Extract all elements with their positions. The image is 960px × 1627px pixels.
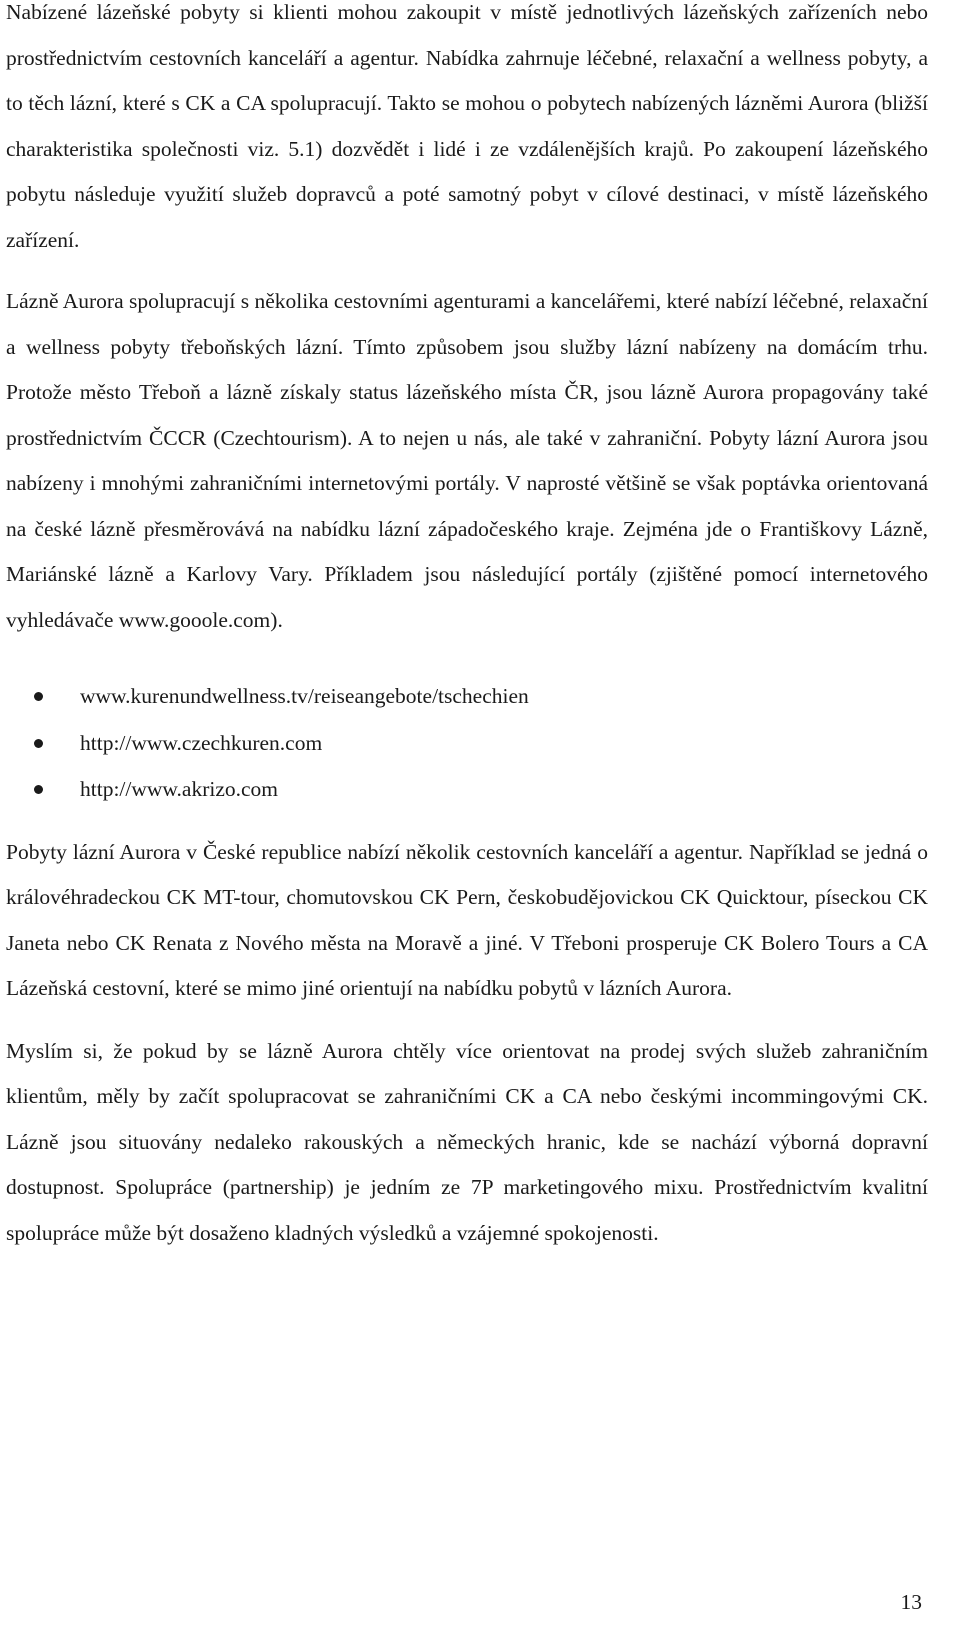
portal-link[interactable]: www.kurenundwellness.tv/reiseangebote/tschechien [80,684,529,708]
portal-link[interactable]: http://www.czechkuren.com [80,730,323,755]
bullet-icon [34,692,43,701]
paragraph-spa-sales: Nabízené lázeňské pobyty si klienti mohou zakoupit v místě jednotlivých lázeňských zařízeních nebo prostřednictvím cestovních kanceláří a agentur. Nabídka zahrnuje léčebné, relaxační a wellness pobyty, a to těch lázní, které s CK a CA spolupracují. Takto se mohou o pobytech nabízených lázněmi Aurora (bližší charakteristika společnosti viz. 5.1) dozvědět i lidé i ze vzdálenějších krajů. Po zakoupení lázeňského pobytu následuje využití služeb dopravců a poté samotný pobyt v cílové destinaci, v místě lázeňského zařízení. [6,0,928,252]
list-item [6,720,928,767]
page-number: 13 [900,1590,922,1614]
bullet-icon [34,785,43,794]
bullet-icon [34,739,43,748]
paragraph-agency-cooperation: Lázně Aurora spolupracují s několika cestovními agenturami a kancelářemi, které nabízí léčebné, relaxační a wellness pobyty třeboňských lázní. Tímto způsobem jsou služby lázní nabízeny na domácím trhu. Protože město Třeboň a lázně získaly status lázeňského místa ČR, jsou lázně Aurora propagovány také prostřednictvím ČCCR (Czechtourism). A to nejen u nás, ale také v zahraniční. Pobyty lázní Aurora jsou nabízeny i mnohými zahraničními internetovými portály. V naprosté většině se však poptávka orientovaná na české lázně přesměrovává na nabídku lázní západočeského kraje. Zejména jde o Františkovy Lázně, Mariánské lázně a Karlovy Vary. Příkladem jsou následující portály (zjištěné pomocí internetového vyhledávače www.gooole.com). [6,289,928,632]
paragraph-recommendation: Myslím si, že pokud by se lázně Aurora chtěly více orientovat na prodej svých služeb zahraničním klientům, měly by začít spolupracovat se zahraničními CK a CA nebo českými incommingovými CK. Lázně jsou situovány nedaleko rakouských a německých hranic, kde se nachází výborná dopravní dostupnost. Spolupráce (partnership) je jedním ze 7P marketingového mixu. Prostřednictvím kvalitní spolupráce může být dosaženo kladných výsledků a vzájemné spokojenosti. [6,1038,928,1245]
portal-list [6,673,928,813]
list-item [6,766,928,813]
paragraph-domestic-agencies: Pobyty lázní Aurora v České republice nabízí několik cestovních kanceláří a agentur. Například se jedná o královéhradeckou CK MT-tour, chomutovskou CK Pern, českobudějovickou CK Quicktour, píseckou CK Janeta nebo CK Renata z Nového města na Moravě a jiné. V Třeboni prosperuje CK Bolero Tours a CA Lázeňská cestovní, které se mimo jiné orientují na nabídku pobytů v lázních Aurora. [6,839,928,1000]
list-item [6,673,928,720]
document-page [6,0,928,1256]
portal-link[interactable]: http://www.akrizo.com [80,777,279,801]
